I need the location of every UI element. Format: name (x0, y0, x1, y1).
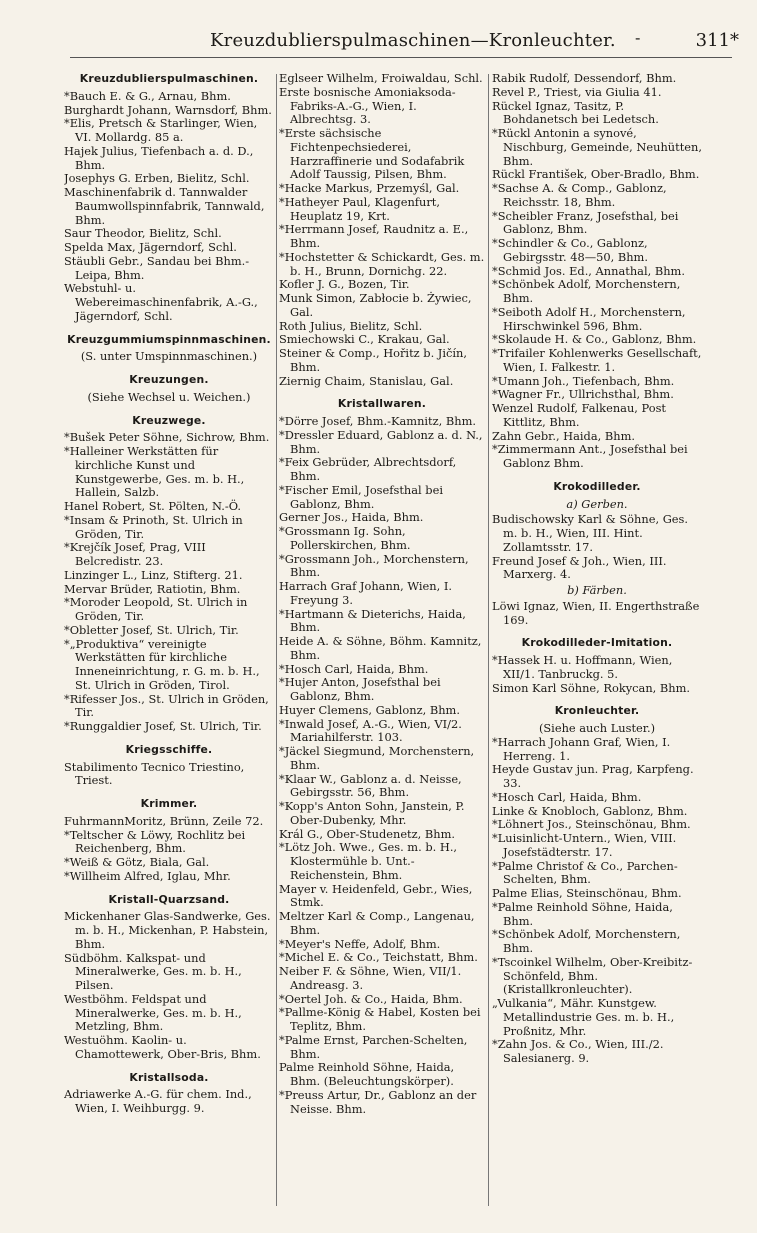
directory-entry: *Zimmermann Ant., Josefsthal bei Gablonz Bhm. (492, 442, 688, 470)
directory-entry: Zahn Gebr., Haida, Bhm. (492, 428, 636, 443)
directory-entry: *Meyer's Neffe, Adolf, Bhm. (279, 936, 441, 951)
directory-entry: *Fischer Emil, Josefsthal bei Gablonz, Bhm. (279, 482, 443, 511)
directory-entry: Palme Reinhold Söhne, Haida, Bhm. (Beleuchtungskörper). (279, 1060, 455, 1088)
directory-entry: Mayer v. Heidenfeld, Gebr., Wies, Stmk. (279, 881, 473, 910)
directory-entry: Heyde Gustav jun. Prag, Karpfeng. 33. (492, 762, 694, 790)
directory-entry: *Schmid Jos. Ed., Annathal, Bhm. (492, 263, 685, 278)
directory-entry: Kofler J. G., Bozen, Tir. (279, 277, 410, 292)
section-heading: Kronleuchter. (554, 704, 640, 718)
directory-entry: Löwi Ignaz, Wien, II. Engerthstraße 169. (492, 598, 700, 627)
directory-entry: *Rifesser Jos., St. Ulrich in Gröden, Tir. (64, 691, 269, 720)
directory-entry: *Skolaude H. & Co., Gablonz, Bhm. (492, 332, 697, 347)
column-divider (276, 74, 277, 1206)
directory-entry: Freund Josef & Joh., Wien, III. Marxerg. 4. (492, 553, 667, 582)
directory-entry: *Grossmann Joh., Morchenstern, Bhm. (279, 551, 469, 580)
section-heading: Kreuzungen. (129, 373, 209, 386)
section-heading: Kriegsschiffe. (125, 742, 213, 756)
directory-entry: *Hartmann & Dieterichs, Haida, Bhm. (279, 606, 466, 635)
directory-entry: Hanel Robert, St. Pölten, N.-Ö. (64, 499, 242, 513)
directory-entry: Heide A. & Söhne, Böhm. Kamnitz, Bhm. (279, 634, 482, 662)
directory-entry: Mickenhaner Glas-Sandwerke, Ges. m. b. H., Mickenhan, P. Habstein, Bhm. (64, 909, 271, 951)
directory-entry: Neiber F. & Söhne, Wien, VII/1. Andreasg. 3. (279, 964, 462, 992)
directory-entry: Stäubli Gebr., Sandau bei Bhm.-Leipa, Bhm. (64, 253, 250, 282)
directory-entry: FuhrmannMoritz, Brünn, Zeile 72. (64, 813, 264, 828)
header-mark: - (635, 28, 641, 47)
directory-entry: Rückl František, Ober-Bradlo, Bhm. (492, 167, 700, 182)
directory-entry: Smiechowski C., Krakau, Gal. (279, 332, 450, 347)
directory-entry: *Runggaldier Josef, St. Ulrich, Tir. (64, 719, 262, 733)
section-heading: Krokodilleder-Imitation. (521, 636, 673, 650)
page-number: 311* (695, 30, 739, 51)
section-heading: Krokodilleder. (553, 479, 641, 493)
directory-entry: Maschinenfabrik d. Tannwalder Baumwollspinnfabrik, Tannwald, Bhm. (64, 185, 265, 227)
directory-entry: *Klaar W., Gablonz a. d. Neisse, Gebirgsstr. 56, Bhm. (279, 771, 462, 800)
directory-entry: Eglseer Wilhelm, Froiwaldau, Schl. (279, 72, 483, 85)
directory-entry: *Erste sächsische Fichtenpechsiederei, Harzraffinerie und Sodafabrik Adolf Taussig, Pilsen, Bhm. (279, 126, 465, 182)
directory-entry: *Insam & Prinoth, St. Ulrich in Gröden, Tir. (64, 512, 243, 541)
directory-entry: *Seiboth Adolf H., Morchenstern, Hirschwinkel 596, Bhm. (492, 304, 686, 333)
directory-entry: Revel P., Triest, via Giulia 41. (492, 84, 662, 99)
directory-entry: *Umann Joh., Tiefenbach, Bhm. (492, 373, 675, 388)
cross-reference: (Siehe auch Luster.) (538, 721, 656, 735)
page-header (60, 30, 739, 60)
directory-entry: Linzinger L., Linz, Stifterg. 21. (64, 567, 243, 582)
directory-entry: *Hassek H. u. Hoffmann, Wien, XII/1. Tanbruckg. 5. (492, 653, 673, 681)
directory-entry: Burghardt Johann, Warnsdorf, Bhm. (64, 102, 272, 117)
directory-entry: *Pallme-König & Habel, Kosten bei Teplitz, Bhm. (279, 1005, 481, 1033)
directory-entry: Spelda Max, Jägerndorf, Schl. (64, 240, 237, 254)
directory-entry: Roth Julius, Bielitz, Schl. (279, 318, 423, 333)
directory-entry: *Palme Reinhold Söhne, Haida, Bhm. (492, 899, 673, 928)
directory-entry: *Feix Gebrüder, Albrechtsdorf, Bhm. (279, 455, 457, 483)
directory-entry: Stabilimento Tecnico Triestino, Triest. (64, 759, 245, 788)
directory-entry: Westuöhm. Kaolin- u. Chamottewerk, Ober-Bris, Bhm. (64, 1033, 261, 1061)
directory-entry: Erste bosnische Amoniaksoda-Fabriks-A.-G., Wien, I. Albrechtsg. 3. (279, 84, 456, 127)
directory-entry: *Bauch E. & G., Arnau, Bhm. (64, 88, 231, 103)
directory-entry: „Vulkania“, Mähr. Kunstgew. Metallindustrie Ges. m. b. H., Proßnitz, Mhr. (492, 996, 675, 1038)
directory-entry: *Hacke Markus, Przemyśl, Gal. (279, 181, 460, 195)
directory-entry: Meltzer Karl & Comp., Langenau, Bhm. (279, 909, 475, 937)
directory-entry: *Scheibler Franz, Josefsthal, bei Gablonz, Bhm. (492, 208, 679, 237)
directory-entry: *Obletter Josef, St. Ulrich, Tir. (64, 622, 239, 637)
directory-entry: *Lötz Joh. Wwe., Ges. m. b. H., Klostermühle b. Unt.-Reichenstein, Bhm. (279, 840, 458, 882)
directory-entry: Huyer Clemens, Gablonz, Bhm. (279, 702, 460, 717)
directory-entry: *Teltscher & Löwy, Rochlitz bei Reichenberg, Bhm. (64, 827, 246, 856)
column-divider (488, 74, 489, 1206)
directory-entry: *Harrach Johann Graf, Wien, I. Herreng. 1. (492, 734, 671, 763)
directory-entry: Munk Simon, Zabłocie b. Żywiec, Gal. (279, 291, 472, 319)
directory-entry: *Schönbek Adolf, Morchenstern, Bhm. (492, 927, 681, 955)
cross-reference: (Siehe Wechsel u. Weichen.) (87, 389, 251, 404)
directory-entry: *Luisinlicht-Untern., Wien, VIII. Josefstädterstr. 17. (492, 831, 677, 859)
section-heading: Kreuzgummiumspinnmaschinen. (67, 332, 271, 346)
column-1 (64, 72, 274, 1212)
directory-entry: *Trifailer Kohlenwerks Gesellschaft, Wien, I. Falkestr. 1. (492, 346, 702, 374)
directory-entry: *Krejčík Josef, Prag, VIII Belcredistr. 23. (64, 540, 206, 568)
directory-entry: *Dressler Eduard, Gablonz a. d. N., Bhm. (279, 427, 483, 456)
directory-entry: *Bušek Peter Söhne, Sichrow, Bhm. (64, 430, 270, 445)
directory-entry: *Dörre Josef, Bhm.-Kamnitz, Bhm. (279, 414, 477, 428)
directory-entry: *Moroder Leopold, St. Ulrich in Gröden, Tir. (64, 595, 248, 623)
section-heading: Kreuzdublierspulmaschinen. (79, 72, 259, 85)
directory-entry: *Herrmann Josef, Raudnitz a. E., Bhm. (279, 222, 469, 250)
directory-entry: *Inwald Josef, A.-G., Wien, VI/2. Mariahilferstr. 103. (279, 716, 462, 745)
directory-entry: *Schindler & Co., Gablonz, Gebirgsstr. 48—50, Bhm. (492, 236, 648, 264)
directory-entry: Palme Elias, Steinschönau, Bhm. (492, 886, 682, 900)
directory-entry: *Elis, Pretsch & Starlinger, Wien, VI. Mollardg. 85 a. (64, 116, 258, 144)
directory-entry: *Palme Christof & Co., Parchen-Schelten, Bhm. (492, 858, 678, 887)
directory-entry: *Weiß & Götz, Biala, Gal. (64, 855, 210, 869)
directory-entry: Ziernig Chaim, Stanislau, Gal. (279, 373, 454, 388)
directory-entry: *Zahn Jos. & Co., Wien, III./2. Salesianerg. 9. (492, 1037, 664, 1065)
section-heading: Kristallsoda. (129, 1070, 209, 1084)
section-heading: Kristallwaren. (337, 397, 427, 411)
section-heading: Krimmer. (140, 797, 198, 810)
running-title: Kreuzdublierspulmaschinen—Kronleuchter. (210, 30, 616, 51)
section-heading: Kreuzwege. (132, 413, 206, 427)
directory-entry: *Wagner Fr., Ullrichsthal, Bhm. (492, 387, 674, 402)
directory-entry: *Jäckel Siegmund, Morchenstern, Bhm. (279, 744, 475, 772)
directory-entry: *Palme Ernst, Parchen-Schelten, Bhm. (279, 1032, 468, 1061)
header-rule (70, 57, 732, 58)
directory-entry: Simon Karl Söhne, Rokycan, Bhm. (492, 680, 691, 695)
directory-entry: Steiner & Comp., Hořitz b. Jičín, Bhm. (279, 346, 467, 374)
directory-entry: *Willheim Alfred, Iglau, Mhr. (64, 868, 231, 883)
directory-entry: *Schönbek Adolf, Morchenstern, Bhm. (492, 277, 681, 305)
directory-entry: Král G., Ober-Studenetz, Bhm. (279, 826, 456, 841)
directory-entry: Rückel Ignaz, Tasitz, P. Bohdanetsch bei Ledetsch. (492, 98, 659, 127)
directory-entry: Harrach Graf Johann, Wien, I. Freyung 3. (279, 579, 452, 607)
directory-entry: *Michel E. & Co., Teichstatt, Bhm. (279, 950, 478, 965)
directory-entry: *Hosch Carl, Haida, Bhm. (492, 789, 642, 804)
directory-entry: *Grossmann Ig. Sohn, Pollerskirchen, Bhm. (279, 524, 411, 552)
directory-entry: Josephys G. Erben, Bielitz, Schl. (64, 171, 250, 186)
directory-entry: Gerner Jos., Haida, Bhm. (279, 510, 424, 525)
directory-entry: *Rückl Antonin a synové, Nischburg, Gemeinde, Neuhütten, Bhm. (492, 126, 702, 168)
directory-entry: Adriawerke A.-G. für chem. Ind., Wien, I. Weihburgg. 9. (64, 1087, 252, 1115)
column-3 (492, 72, 702, 1212)
directory-entry: *„Produktiva“ vereinigte Werkstätten für kirchliche Inneneinrichtung, r. G. m. b. H., St. Ulrich in Gröden, Tirol. (64, 636, 260, 692)
directory-entry: *Hujer Anton, Josefsthal bei Gablonz, Bhm. (279, 675, 441, 703)
directory-entry: *Löhnert Jos., Steinschönau, Bhm. (492, 817, 691, 832)
directory-entry: Mervar Brüder, Ratiotin, Bhm. (64, 581, 241, 596)
subsection-label: a) Gerben. (566, 496, 628, 511)
directory-entry: *Hosch Carl, Haida, Bhm. (279, 661, 429, 676)
directory-entry: *Halleiner Werkstätten für kirchliche Kunst und Kunstgewerbe, Ges. m. b. H., Hallein, Salzb. (64, 444, 245, 500)
directory-entry: Rabik Rudolf, Dessendorf, Bhm. (492, 72, 677, 85)
directory-entry: Südböhm. Kalkspat- und Mineralwerke, Ges. m. b. H., Pilsen. (64, 950, 242, 992)
cross-reference: (S. unter Umspinnmaschinen.) (80, 349, 258, 364)
directory-entry: Westböhm. Feldspat und Mineralwerke, Ges. m. b. H., Metzling, Bhm. (64, 991, 242, 1034)
directory-entry: *Tscoinkel Wilhelm, Ober-Kreibitz-Schönfeld, Bhm. (Kristallkronleuchter). (492, 954, 693, 997)
directory-entry: Saur Theodor, Bielitz, Schl. (64, 226, 222, 241)
directory-entry: Webstuhl- u. Webereimaschinenfabrik, A.-G., Jägerndorf, Schl. (64, 281, 258, 323)
directory-entry: Wenzel Rudolf, Falkenau, Post Kittlitz, Bhm. (492, 401, 667, 429)
subsection-label: b) Färben. (567, 583, 627, 597)
directory-entry: Linke & Knobloch, Gablonz, Bhm. (492, 803, 688, 818)
directory-entry: *Oertel Joh. & Co., Haida, Bhm. (279, 991, 463, 1006)
directory-entry: *Kopp's Anton Sohn, Janstein, P. Ober-Dubenky, Mhr. (279, 799, 465, 827)
directory-entry: Budischowsky Karl & Söhne, Ges. m. b. H., Wien, III. Hint. Zollamtsstr. 17. (492, 512, 689, 554)
section-heading: Kristall-Quarzsand. (108, 892, 230, 906)
directory-entry: *Preuss Artur, Dr., Gablonz an der Neisse. Bhm. (279, 1087, 477, 1116)
directory-entry: *Hatheyer Paul, Klagenfurt, Heuplatz 19, Krt. (279, 194, 440, 223)
column-2 (279, 72, 485, 1212)
directory-entry: Hajek Julius, Tiefenbach a. d. D., Bhm. (64, 143, 254, 172)
directory-entry: *Sachse A. & Comp., Gablonz, Reichsstr. 18, Bhm. (492, 181, 667, 209)
directory-entry: *Hochstetter & Schickardt, Ges. m. b. H., Brunn, Dornichg. 22. (279, 249, 485, 278)
